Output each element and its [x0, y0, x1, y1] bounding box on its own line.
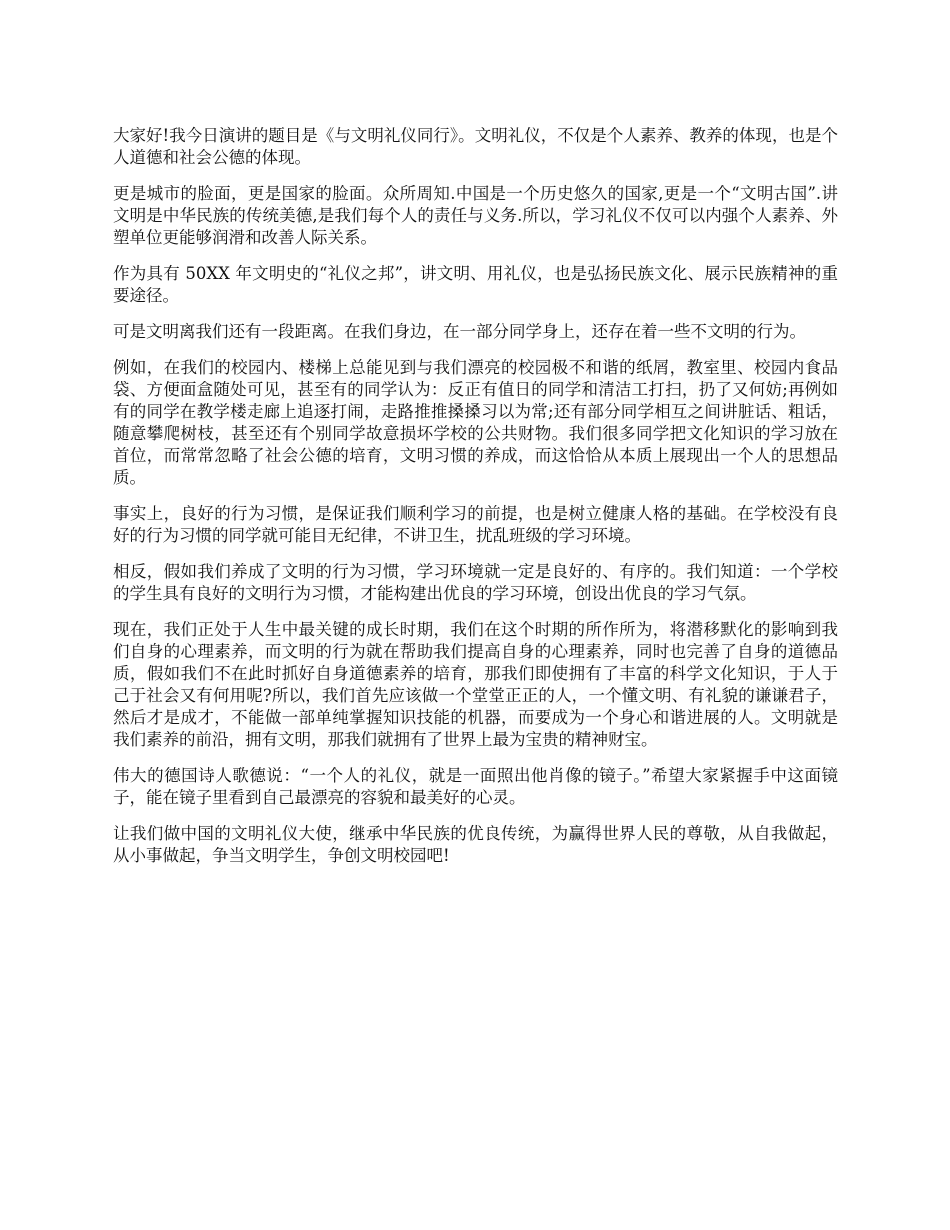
- paragraph-6: 事实上，良好的行为习惯，是保证我们顺利学习的前提，也是树立健康人格的基础。在学校没有良好的行为习惯的同学就可能目无纪律，不讲卫生，扰乱班级的学习环境。: [113, 504, 838, 545]
- speech-body: [113, 125, 838, 881]
- paragraph-9: 伟大的德国诗人歌德说：“一个人的礼仪，就是一面照出他肖像的镜子。”希望大家紧握手中这面镜子，能在镜子里看到自己最漂亮的容貌和最美好的心灵。: [113, 766, 838, 807]
- paragraph-1: 大家好!我今日演讲的题目是《与文明礼仪同行》。文明礼仪，不仅是个人素养、教养的体现，也是个人道德和社会公德的体现。: [113, 126, 838, 167]
- paragraph-4: 可是文明离我们还有一段距离。在我们身边，在一部分同学身上，还存在着一些不文明的行为。: [113, 322, 806, 341]
- paragraph-2: 更是城市的脸面，更是国家的脸面。众所周知.中国是一个历史悠久的国家,更是一个“文明古国”.讲文明是中华民族的传统美德,是我们每个人的责任与义务.所以，学习礼仪不仅可以内强个人素养、外塑单位更能够润滑和改善人际关系。: [113, 184, 838, 247]
- paragraph-8: 现在，我们正处于人生中最关键的成长时期，我们在这个时期的所作所为，将潜移默化的影响到我们自身的心理素养，而文明的行为就在帮助我们提高自身的心理素养，同时也完善了自身的道德品质，假如我们不在此时抓好自身道德素养的培育，那我们即使拥有了丰富的科学文化知识，于人于己于社会又有何用呢?所以，我们首先应该做一个堂堂正正的人，一个懂文明、有礼貌的谦谦君子，然后才是成才，不能做一部单纯掌握知识技能的机器，而要成为一个身心和谐进展的人。文明就是我们素养的前沿，拥有文明，那我们就拥有了世界上最为宝贵的精神财宝。: [113, 620, 838, 749]
- paragraph-10: 让我们做中国的文明礼仪大使，继承中华民族的优良传统，为赢得世界人民的尊敬，从自我做起，从小事做起，争当文明学生，争创文明校园吧!: [113, 824, 838, 865]
- paragraph-3: 作为具有 50XX 年文明史的“礼仪之邦”，讲文明、用礼仪，也是弘扬民族文化、展示民族精神的重要途径。: [113, 264, 838, 305]
- paragraph-7: 相反，假如我们养成了文明的行为习惯，学习环境就一定是良好的、有序的。我们知道：一个学校的学生具有良好的文明行为习惯，才能构建出优良的学习环境，创设出优良的学习气氛。: [113, 562, 838, 603]
- paragraph-5: 例如，在我们的校园内、楼梯上总能见到与我们漂亮的校园极不和谐的纸屑，教室里、校园内食品袋、方便面盒随处可见，甚至有的同学认为：反正有值日的同学和清洁工打扫，扔了又何妨;再例如有的同学在教学楼走廊上追逐打闹，走路推推搡搡习以为常;还有部分同学相互之间讲脏话、粗话，随意攀爬树枝，甚至还有个别同学故意损坏学校的公共财物。我们很多同学把文化知识的学习放在首位，而常常忽略了社会公德的培育，文明习惯的养成，而这恰恰从本质上展现出一个人的思想品质。: [113, 358, 838, 487]
